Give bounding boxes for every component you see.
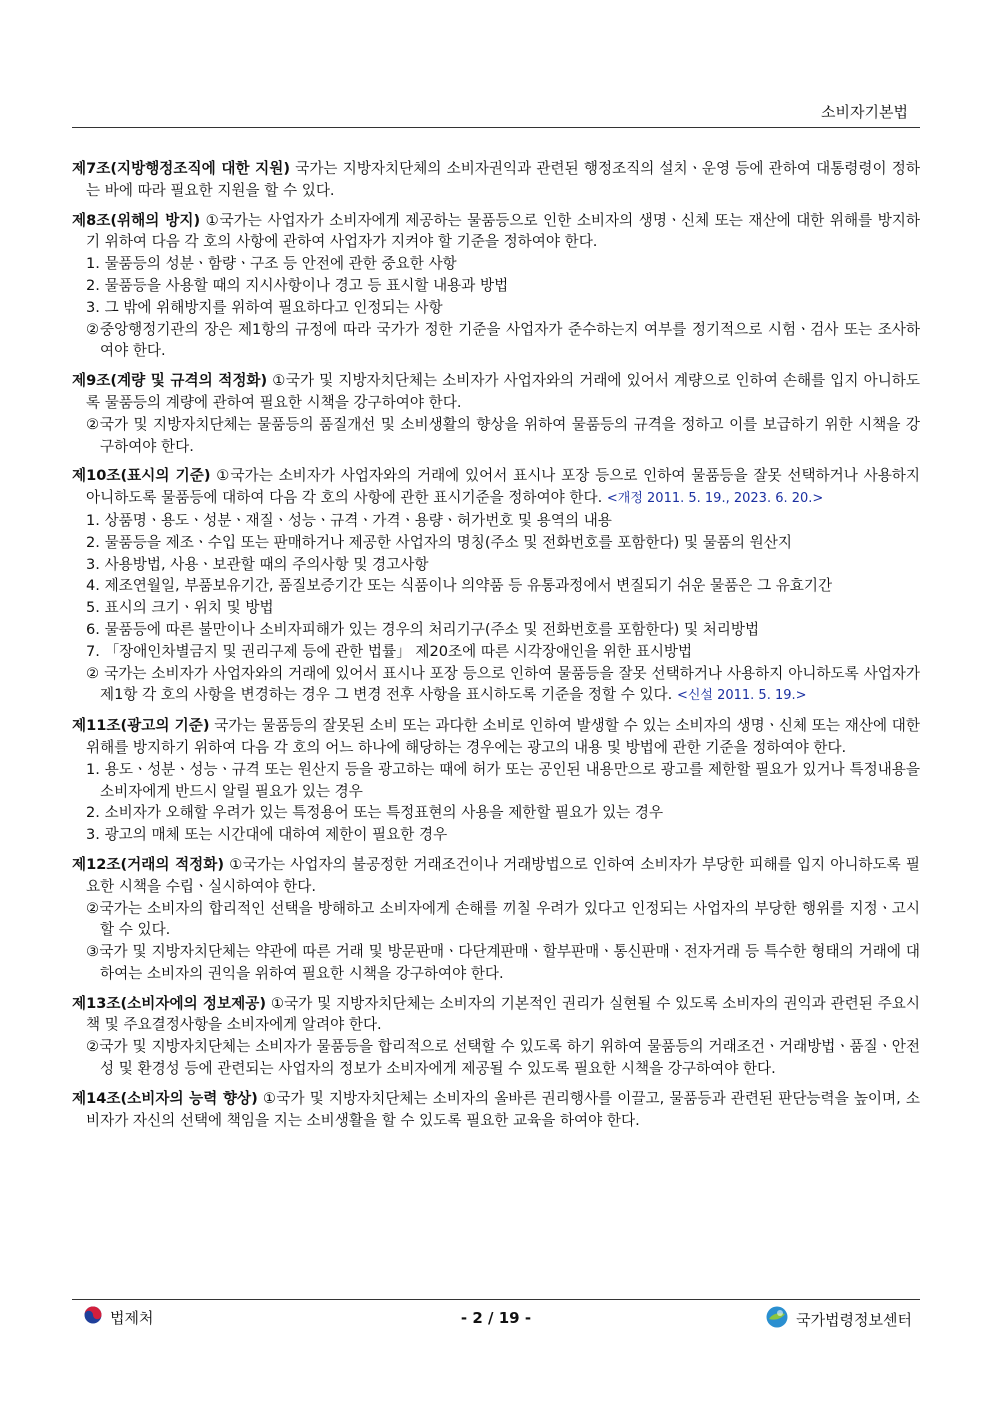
list-item: 3. 광고의 매체 또는 시간대에 대하여 제한이 필요한 경우	[86, 826, 448, 844]
article-7	[72, 158, 920, 202]
article-heading: 제8조(위해의 방지)	[72, 211, 201, 229]
article-10	[72, 465, 920, 707]
paragraph: ②국가는 소비자의 합리적인 선택을 방해하고 소비자에게 손해를 끼칠 우려가 있다고 인정되는 사업자의 부당한 행위를 지정ㆍ고시할 수 있다.	[86, 899, 920, 939]
amendment-note: <개정 2011. 5. 19., 2023. 6. 20.>	[606, 491, 824, 507]
article-14	[72, 1088, 920, 1132]
list-item: 2. 물품등을 제조ㆍ수입 또는 판매하거나 제공한 사업자의 명칭(주소 및 전화번호를 포함한다) 및 물품의 원산지	[86, 533, 792, 551]
list-item: 1. 용도ㆍ성분ㆍ성능ㆍ규격 또는 원산지 등을 광고하는 때에 허가 또는 공인된 내용만으로 광고를 제한할 필요가 있거나 특정내용을 소비자에게 반드시 알릴 필요가 있는 경우	[86, 760, 920, 800]
list-item: 6. 물품등에 따른 불만이나 소비자피해가 있는 경우의 처리기구(주소 및 전화번호를 포함한다) 및 처리방법	[86, 620, 760, 638]
article-body: ①국가는 소비자가 사업자와의 거래에 있어서 표시나 포장 등으로 인하여 물품등을 잘못 선택하거나 사용하지 아니하도록 물품등에 대하여 다음 각 호의 사항에 관한 표시기준을 정하여야 한다.	[86, 467, 920, 507]
globe-logo-icon	[766, 1306, 788, 1335]
footer-divider	[72, 1299, 920, 1300]
article-body: ①국가 및 지방자치단체는 소비자의 기본적인 권리가 실현될 수 있도록 소비자의 권익과 관련된 주요시책 및 주요결정사항을 소비자에게 알려야 한다.	[86, 994, 920, 1034]
article-body: ①국가 및 지방자치단체는 소비자가 사업자와의 거래에 있어서 계량으로 인하여 손해를 입지 아니하도록 물품등의 계량에 관하여 필요한 시책을 강구하여야 한다.	[86, 372, 920, 411]
article-body: 국가는 물품등의 잘못된 소비 또는 과다한 소비로 인하여 발생할 수 있는 소비자의 생명ㆍ신체 또는 재산에 대한 위해를 방지하기 위하여 다음 각 호의 어느 하나에 해당하는 경우에는 광고의 내용 및 방법에 관한 기준을 정하여야 한다.	[86, 717, 920, 756]
article-heading: 제9조(계량 및 규격의 적정화)	[72, 372, 268, 390]
footer-agency-name: 법제처	[110, 1309, 154, 1327]
list-item: 3. 그 밖에 위해방지를 위하여 필요하다고 인정되는 사항	[86, 298, 443, 316]
paragraph: ② 국가는 소비자가 사업자와의 거래에 있어서 표시나 포장 등으로 인하여 물품등을 잘못 선택하거나 사용하지 아니하도록 사업자가 제1항 각 호의 사항을 변경하는 경우 그 변경 전후 사항을 표시하도록 기준을 정할 수 있다.	[86, 664, 920, 704]
footer-center-name: 국가법령정보센터	[796, 1311, 912, 1329]
list-item: 2. 소비자가 오해할 우려가 있는 특정용어 또는 특정표현의 사용을 제한할 필요가 있는 경우	[86, 804, 664, 822]
article-heading: 제14조(소비자의 능력 향상)	[72, 1089, 258, 1107]
list-item: 3. 사용방법, 사용ㆍ보관할 때의 주의사항 및 경고사항	[86, 555, 429, 573]
article-heading: 제10조(표시의 기준)	[72, 467, 211, 485]
list-item: 1. 물품등의 성분ㆍ함량ㆍ구조 등 안전에 관한 중요한 사항	[86, 255, 457, 273]
footer-right	[766, 1306, 912, 1330]
list-item: 2. 물품등을 사용할 때의 지시사항이나 경고 등 표시할 내용과 방법	[86, 276, 509, 294]
article-11	[72, 715, 920, 846]
article-12	[72, 854, 920, 985]
article-heading: 제11조(광고의 기준)	[72, 717, 210, 735]
article-body: ①국가는 사업자가 소비자에게 제공하는 물품등으로 인한 소비자의 생명ㆍ신체 또는 재산에 대한 위해를 방지하기 위하여 다음 각 호의 사항에 관하여 사업자가 지켜야 할 기준을 정하여야 한다.	[86, 211, 920, 251]
paragraph: ②국가 및 지방자치단체는 물품등의 품질개선 및 소비생활의 향상을 위하여 물품등의 규격을 정하고 이를 보급하기 위한 시책을 강구하여야 한다.	[86, 415, 920, 455]
article-heading: 제12조(거래의 적정화)	[72, 855, 225, 873]
list-item: 7. 「장애인차별금지 및 권리구제 등에 관한 법률」 제20조에 따른 시각장애인을 위한 표시방법	[86, 642, 693, 660]
header-divider	[72, 127, 920, 128]
article-body: ①국가 및 지방자치단체는 소비자의 올바른 권리행사를 이끌고, 물품등과 관련된 판단능력을 높이며, 소비자가 자신의 선택에 책임을 지는 소비생활을 할 수 있도록 필요한 교육을 하여야 한다.	[86, 1089, 920, 1129]
article-heading: 제7조(지방행정조직에 대한 지원)	[72, 160, 291, 177]
list-item: 4. 제조연월일, 부품보유기간, 품질보증기간 또는 식품이나 의약품 등 유통과정에서 변질되기 쉬운 물품은 그 유효기간	[86, 577, 833, 595]
paragraph: ②국가 및 지방자치단체는 소비자가 물품등을 합리적으로 선택할 수 있도록 하기 위하여 물품등의 거래조건ㆍ거래방법ㆍ품질ㆍ안전성 및 환경성 등에 관련되는 사업자의 정보가 소비자에게 제공될 수 있도록 필요한 시책을 강구하여야 한다.	[86, 1038, 920, 1078]
article-heading: 제13조(소비자에의 정보제공)	[72, 994, 266, 1012]
article-8	[72, 210, 920, 363]
article-9	[72, 370, 920, 457]
article-13	[72, 993, 920, 1080]
header-title: 소비자기본법	[821, 103, 908, 121]
list-item: 5. 표시의 크기ㆍ위치 및 방법	[86, 599, 274, 617]
paragraph: ③국가 및 지방자치단체는 약관에 따른 거래 및 방문판매ㆍ다단계판매ㆍ할부판매ㆍ통신판매ㆍ전자거래 등 특수한 형태의 거래에 대하여는 소비자의 권익을 위하여 필요한 시책을 강구하여야 한다.	[86, 943, 920, 982]
list-item: 1. 상품명ㆍ용도ㆍ성분ㆍ재질ㆍ성능ㆍ규격ㆍ가격ㆍ용량ㆍ허가번호 및 용역의 내용	[86, 511, 612, 529]
article-body: ①국가는 사업자의 불공정한 거래조건이나 거래방법으로 인하여 소비자가 부당한 피해를 입지 아니하도록 필요한 시책을 수립ㆍ실시하여야 한다.	[86, 855, 920, 895]
paragraph: ②중앙행정기관의 장은 제1항의 규정에 따라 국가가 정한 기준을 사업자가 준수하는지 여부를 정기적으로 시험ㆍ검사 또는 조사하여야 한다.	[86, 320, 920, 360]
law-content	[72, 158, 920, 1139]
page-number: - 2 / 19 -	[460, 1309, 532, 1327]
article-body: 국가는 지방자치단체의 소비자권익과 관련된 행정조직의 설치ㆍ운영 등에 관하여 대통령령이 정하는 바에 따라 필요한 지원을 할 수 있다.	[86, 160, 920, 199]
amendment-note: <신설 2011. 5. 19.>	[676, 688, 807, 704]
